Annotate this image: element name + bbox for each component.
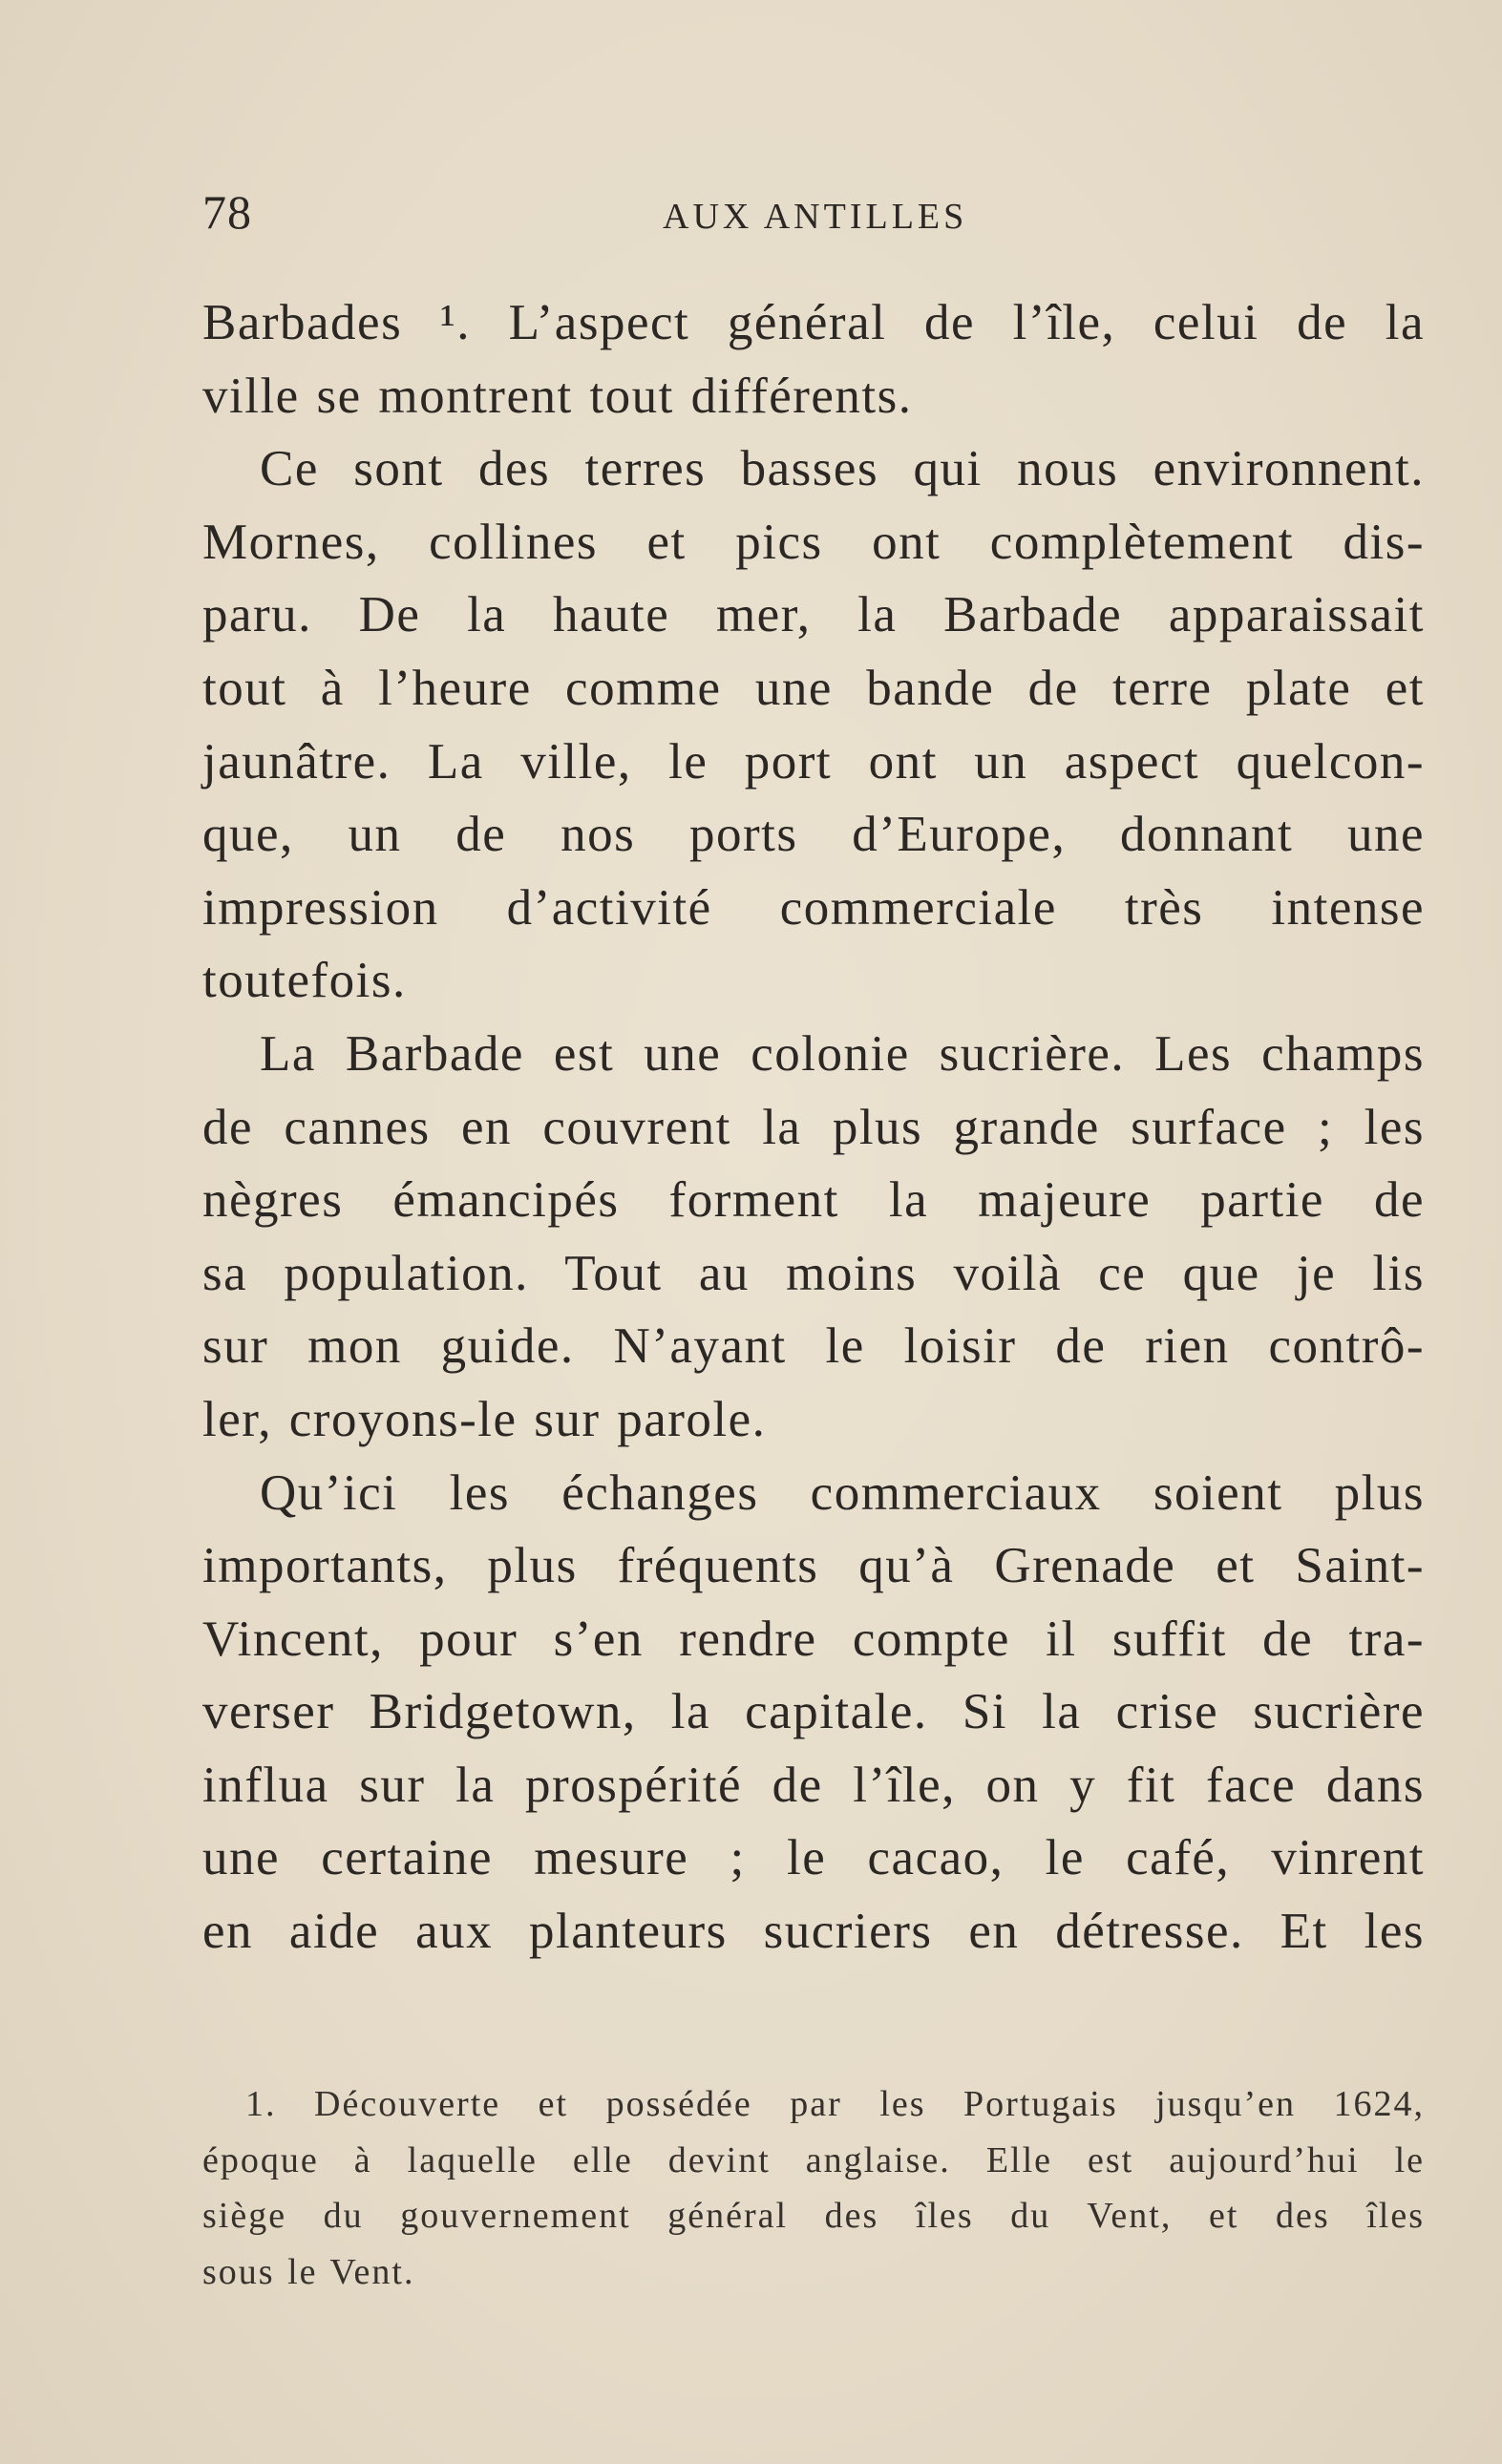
footnote-line: 1. Découverte et possédée par les Portugais jusqu’en 1624, — [245, 2084, 1425, 2124]
page-number: 78 — [202, 185, 252, 239]
text-line: en aide aux planteurs sucriers en détresse. Et les — [202, 1904, 1425, 1960]
text-line: Mornes, collines et pics ont complètement dis- — [202, 514, 1425, 570]
text-line: sur mon guide. N’ayant le loisir de rien contrô- — [202, 1318, 1425, 1375]
text-line: Barbades ¹. L’aspect général de l’île, celui de la — [202, 295, 1425, 350]
text-line: nègres émancipés forment la majeure partie de — [202, 1172, 1425, 1229]
text-line: une certaine mesure ; le cacao, le café, vinrent — [202, 1830, 1425, 1886]
text-line: de cannes en couvrent la plus grande surface ; les — [202, 1099, 1425, 1155]
footnote-line: époque à laquelle elle devint anglaise. Elle est aujourd’hui le — [202, 2139, 1425, 2180]
text-line: importants, plus fréquents qu’à Grenade et Saint- — [202, 1538, 1425, 1594]
text-line: ler, croyons-le sur parole. — [202, 1391, 767, 1447]
footnotes — [202, 2076, 1425, 2300]
page-header — [202, 183, 1444, 241]
text-line: impression d’activité commerciale très intense — [202, 879, 1425, 936]
text-line: influa sur la prospérité de l’île, on y fit face dans — [202, 1757, 1425, 1813]
text-line: Ce sont des terres basses qui nous environnent. — [260, 441, 1425, 497]
text-line: verser Bridgetown, la capitale. Si la crise sucrière — [202, 1684, 1425, 1740]
body-text — [202, 286, 1425, 1969]
text-line: La Barbade est une colonie sucrière. Les champs — [260, 1025, 1425, 1082]
text-line: ville se montrent tout différents. — [202, 368, 913, 424]
text-line: que, un de nos ports d’Europe, donnant une — [202, 807, 1425, 863]
text-line: sa population. Tout au moins voilà ce que je lis — [202, 1245, 1425, 1301]
text-line: paru. De la haute mer, la Barbade apparaissait — [202, 587, 1425, 643]
running-head: AUX ANTILLES — [663, 197, 968, 237]
footnote-line: sous le Vent. — [202, 2251, 415, 2292]
text-line: Qu’ici les échanges commerciaux soient plus — [260, 1464, 1425, 1521]
text-line: Vincent, pour s’en rendre compte il suffit de tra- — [202, 1611, 1425, 1667]
text-line: jaunâtre. La ville, le port ont un aspect quelcon- — [202, 733, 1425, 790]
footnote-line: siège du gouvernement général des îles du Vent, et des îles — [202, 2196, 1425, 2236]
text-line: toutefois. — [202, 953, 407, 1009]
text-line: tout à l’heure comme une bande de terre plate et — [202, 660, 1425, 716]
